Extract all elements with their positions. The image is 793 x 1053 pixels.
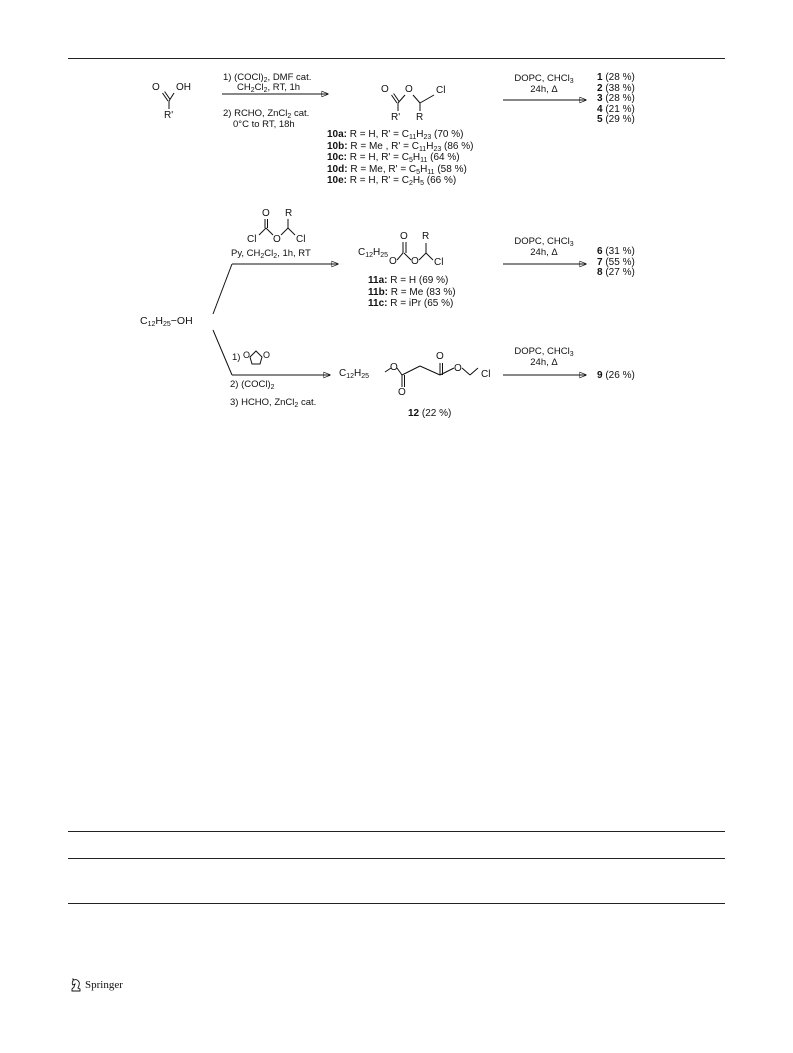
result-3: 3 (28 %) xyxy=(597,93,635,104)
row1-conditions-line2: $CH_2Cl_2$, RT, 1h xyxy=(237,82,301,94)
anhydride-o-left: O xyxy=(243,350,251,360)
reagent-cl-right: Cl xyxy=(296,234,306,245)
result-4: 4 (21 %) xyxy=(597,103,635,115)
chloroformate-reagent-structure xyxy=(259,219,295,235)
product-11a: 11a: R = H (69 %) xyxy=(368,275,449,286)
succinate-cl: Cl xyxy=(481,369,491,380)
results-1-5 xyxy=(597,73,635,126)
product-10e: 10e: R = H, $R' = C_2H_5$ (66 %) xyxy=(327,175,457,187)
result-6: 6 (31 %) xyxy=(597,246,635,257)
product-11c: 11c: R = iPr (65 %) xyxy=(368,298,454,309)
row3-step1-number: 1) xyxy=(232,352,241,363)
springer-knight-icon xyxy=(70,978,82,992)
row1-conditions-line4: 0°C to RT, 18h xyxy=(233,119,295,130)
succinate-ester-structure xyxy=(385,363,478,387)
carbonate-o-left: O xyxy=(389,256,397,267)
carbonate-cl: Cl xyxy=(434,257,444,268)
reagent-r: R xyxy=(285,208,293,219)
branch-up xyxy=(213,264,232,314)
products-10-list xyxy=(327,129,473,187)
reagent-cl-left: Cl xyxy=(247,234,257,245)
result-8: 8 (27 %) xyxy=(597,267,635,278)
product-11b: 11b: R = Me (83 %) xyxy=(368,286,456,298)
ester-cl: Cl xyxy=(436,85,446,96)
product-10a: 10a: R = H, $R' = C_{11}H_{23}$ (70 %) xyxy=(327,129,464,141)
product-10b: 10b: R = Me , $R' = C_{11}H_{23}$ (86 %) xyxy=(327,140,474,153)
row1-conditions-line3: 2) RCHO, ZnCl$_2$ cat. xyxy=(223,108,310,120)
succinate-o-carbonyl1: O xyxy=(398,387,406,398)
products-11-list xyxy=(368,275,456,310)
result-1: 1 (28 %) xyxy=(597,72,635,83)
carbonate-r: R xyxy=(422,231,430,242)
reagent-carbonyl-o: O xyxy=(262,208,270,219)
carbonate-alkyl: $C_{12}H_{25}$ xyxy=(358,247,389,259)
product-10d: 10d: R = Me, $R' = C_5H_{11}$ (58 %) xyxy=(327,163,467,176)
publisher-footer xyxy=(70,978,123,992)
chloroalkyl-ester-structure xyxy=(392,94,435,112)
result-9: 9 (26 %) xyxy=(597,370,635,381)
product-10c: 10c: R = H, $R' = C_5H_{11}$ (64 %) xyxy=(327,152,460,164)
ester-r: R xyxy=(416,112,424,123)
carbonate-carbonyl-o: O xyxy=(400,231,408,242)
acid-carbonyl-o: O xyxy=(152,82,160,93)
ester-o: O xyxy=(405,84,413,95)
row2-step2-conditions: DOPC, CHCl$_3$ 24h, Δ xyxy=(514,236,574,258)
row3-step2: 2) $(COCl)_2$ xyxy=(230,379,275,391)
carbonate-o-right: O xyxy=(411,256,419,267)
result-5: 5 (29 %) xyxy=(597,114,635,125)
succinate-o-carbonyl2: O xyxy=(436,351,444,362)
branch-down xyxy=(213,330,232,375)
ester-carbonyl-o: O xyxy=(381,84,389,95)
acid-oh: OH xyxy=(176,82,191,93)
anhydride-o-right: O xyxy=(263,350,271,360)
row1-step2-conditions: DOPC, CHCl$_3$ 24h, Δ xyxy=(514,73,574,95)
reagent-o: O xyxy=(273,234,281,245)
results-6-8 xyxy=(597,247,635,279)
compound-12-label: 12 (22 %) xyxy=(408,408,452,419)
acid-r: R' xyxy=(164,110,174,121)
dodecanol-label: $C_{12}H_{25}-OH$ xyxy=(140,315,193,328)
acid-structure xyxy=(163,92,175,110)
row3-step4-conditions: DOPC, CHCl$_3$ 24h, Δ xyxy=(514,346,574,368)
result-2: 2 (38 %) xyxy=(597,82,635,94)
row2-conditions: Py, $CH_2Cl_2$, 1h, RT xyxy=(231,248,311,260)
succinate-alkyl: $C_{12}H_{25}$ xyxy=(339,368,370,380)
row3-step3: 3) HCHO, ZnCl$_2$ cat. xyxy=(230,397,317,409)
row1-conditions-line1: 1) $(COCl)_2$, DMF cat. xyxy=(223,72,312,84)
publisher-name: Springer xyxy=(85,979,123,991)
ester-r-prime: R' xyxy=(391,112,401,123)
succinate-o-ester2: O xyxy=(454,363,462,374)
succinate-o-ester1: O xyxy=(390,362,398,373)
result-7: 7 (55 %) xyxy=(597,256,635,268)
